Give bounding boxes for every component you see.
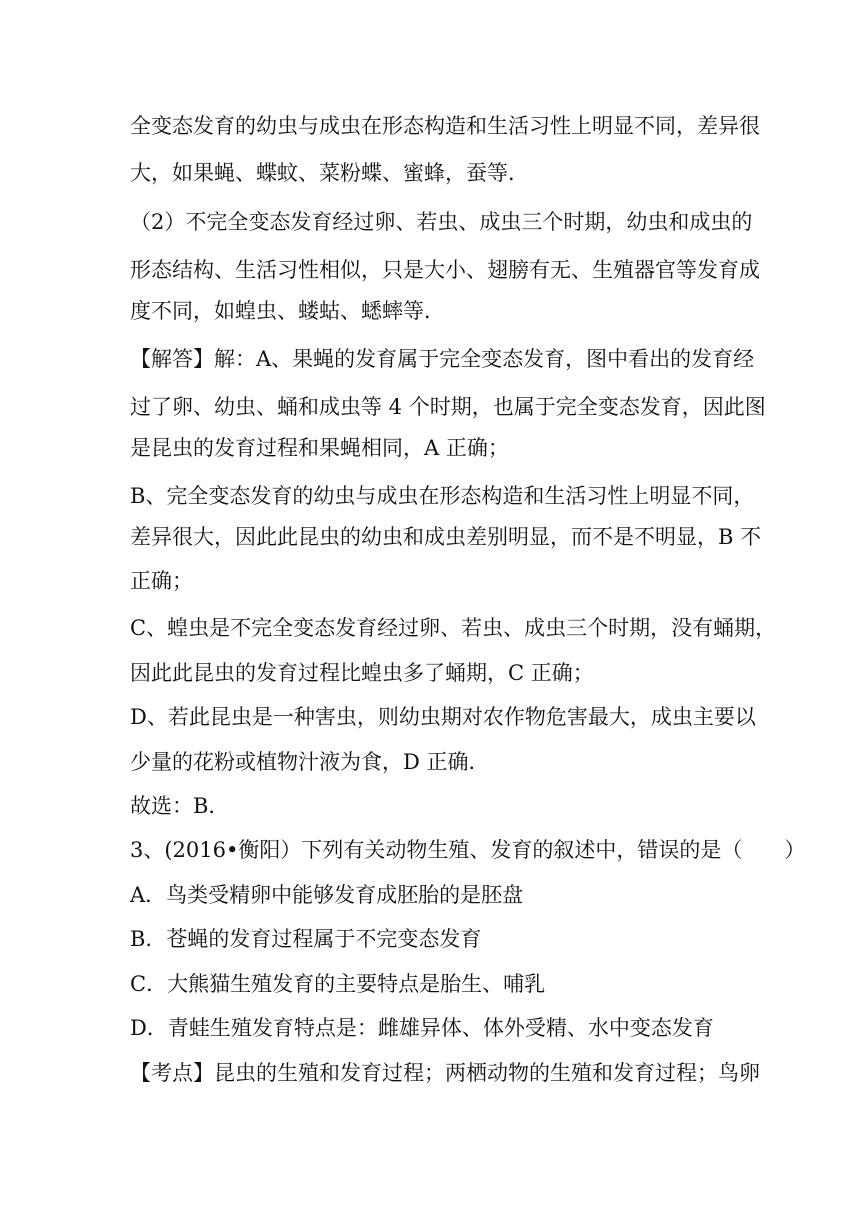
- text-line: 度不同，如蝗虫、蝼蛄、蟋蟀等．: [130, 299, 445, 323]
- text-line: （2）不完全变态发育经过卵、若虫、成虫三个时期，幼虫和成虫的: [130, 210, 753, 234]
- text-line: 正确；: [130, 569, 193, 593]
- text-line: 大，如果蝇、蝶蚊、菜粉蝶、蜜蜂，蚕等．: [130, 161, 529, 185]
- text-line: D、若此昆虫是一种害虫，则幼虫期对农作物危害最大，成虫主要以: [130, 705, 756, 729]
- text-line: B、完全变态发育的幼虫与成虫在形态构造和生活习性上明显不同，: [130, 484, 755, 508]
- option-a: A．鸟类受精卵中能够发育成胚胎的是胚盘: [130, 883, 524, 907]
- text-line: 【考点】昆虫的生殖和发育过程；两栖动物的生殖和发育过程；鸟卵: [130, 1061, 760, 1085]
- text-line: 过了卵、幼虫、蛹和成虫等 4 个时期，也属于完全变态发育，因此图: [130, 395, 766, 419]
- text-line: 因此此昆虫的发育过程比蝗虫多了蛹期，C 正确；: [130, 661, 594, 685]
- option-d: D．青蛙生殖发育特点是：雌雄异体、体外受精、水中变态发育: [130, 1016, 714, 1040]
- text-line: 差异很大，因此此昆虫的幼虫和成虫差别明显，而不是不明显，B 不: [130, 525, 762, 549]
- question-line: 3、(2016•衡阳）下列有关动物生殖、发育的叙述中，错误的是（ ）: [130, 838, 806, 862]
- text-line: 形态结构、生活习性相似，只是大小、翅膀有无、生殖器官等发育成: [130, 258, 760, 282]
- option-b: B．苍蝇的发育过程属于不完变态发育: [130, 927, 482, 951]
- text-line: 全变态发育的幼虫与成虫在形态构造和生活习性上明显不同，差异很: [130, 114, 760, 138]
- text-line: 是昆虫的发育过程和果蝇相同，A 正确；: [130, 436, 509, 460]
- option-c: C．大熊猫生殖发育的主要特点是胎生、哺乳: [130, 972, 546, 996]
- text-line: 少量的花粉或植物汁液为食，D 正确．: [130, 750, 490, 774]
- text-line: 【解答】解：A、果蝇的发育属于完全变态发育，图中看出的发育经: [130, 347, 755, 371]
- text-line: C、蝗虫是不完全变态发育经过卵、若虫、成虫三个时期，没有蛹期，: [130, 616, 777, 640]
- text-line: 故选：B．: [130, 794, 230, 818]
